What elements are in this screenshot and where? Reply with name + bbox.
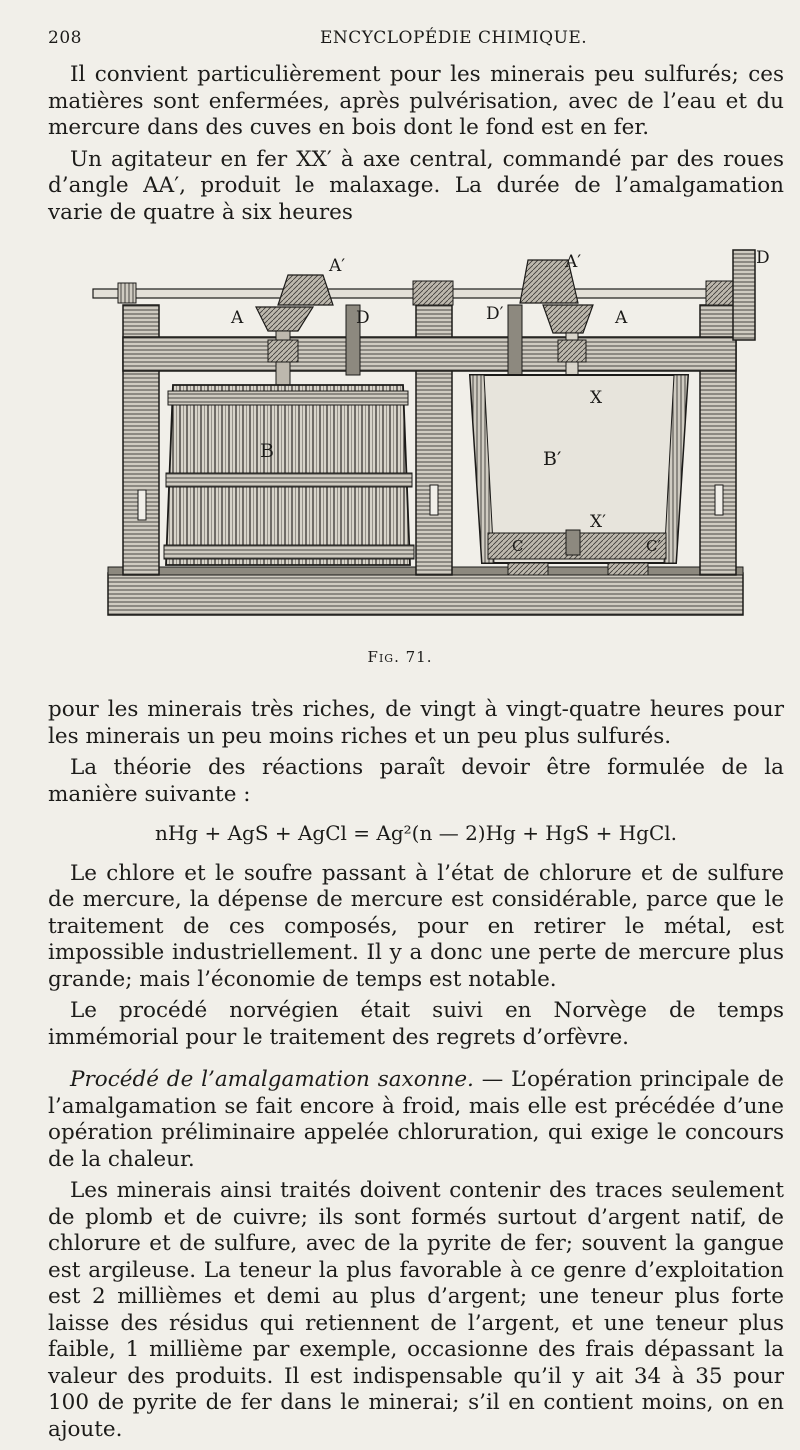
paragraph-saxon-process xyxy=(48,1067,784,1173)
label-D-left: D xyxy=(356,308,370,328)
page-number: 208 xyxy=(48,28,82,48)
paragraph-norwegian: Le procédé norvégien était suivi en Norvège de temps immémorial pour le traitement des regrets d’orfèvre. xyxy=(48,998,784,1050)
top-text-block xyxy=(48,62,784,226)
label-C-prime: C′ xyxy=(646,537,661,555)
figure-illustration xyxy=(88,245,778,625)
running-head xyxy=(48,28,760,52)
label-C: C xyxy=(512,537,524,555)
label-B-prime: B′ xyxy=(543,448,562,470)
paragraph-ore-composition: Les minerais ainsi traités doivent contenir des traces seulement de plomb et de cuivre; ils sont formés surtout d’argent natif, de chlorure et de sulfure, avec de la pyrite de fer; souvent la gangue est argileuse. La teneur la plus favorable à ce genre d’exploitation est 2 millièmes et demi au plus d’argent; une teneur plus forte laisse des résidus qui retiennent de l’argent, et une teneur plus faible, 1 millième par exemple, occasionne des frais dépassant la valeur des produits. Il est indispensable qu’il y ait 34 à 35 pour 100 de pyrite de fer dans le minerai; s’il en contient moins, on en ajoute. xyxy=(48,1178,784,1442)
paragraph-agitator: Un agitateur en fer XX′ à axe central, commandé par des roues d’angle AA′, produit le malaxage. La durée de l’amalgamation varie de quatre à six heures xyxy=(48,146,784,225)
saxon-process-text: — L’opération principale de l’amalgamation se fait encore à froid, mais elle est précédée d’une opération préliminaire appelée chloruration, qui exige le concours de la chaleur. xyxy=(48,1067,784,1172)
figure-caption: Fig. 71. xyxy=(367,648,433,666)
label-D-pulley: D xyxy=(756,248,770,268)
paragraph-duration: pour les minerais très riches, de vingt à vingt-quatre heures pour les minerais un peu moins riches et un peu plus sulfurés. xyxy=(48,697,784,749)
chemical-equation: nHg + AgS + AgCl = Ag²(n — 2)Hg + HgS + HgCl. xyxy=(154,821,678,845)
label-A-prime-left: A′ xyxy=(329,256,346,276)
label-D-prime: D′ xyxy=(486,304,504,324)
paragraph-theory: La théorie des réactions paraît devoir être formulée de la manière suivante : xyxy=(48,755,784,807)
section-heading-saxon: Procédé de l’amalgamation saxonne. xyxy=(70,1067,474,1092)
header-title: ENCYCLOPÉDIE CHIMIQUE. xyxy=(320,28,588,48)
label-A-prime-right: A′ xyxy=(565,252,582,272)
figure-71-amalgamation-vats xyxy=(88,245,778,625)
paragraph-intro: Il convient particulièrement pour les minerais peu sulfurés; ces matières sont enfermées, après pulvérisation, avec de l’eau et du mercure dans des cuves en bois dont le fond est en fer. xyxy=(48,62,784,140)
label-X-prime: X′ xyxy=(590,512,606,532)
label-B: B xyxy=(260,440,274,462)
paragraph-mercury-loss: Le chlore et le soufre passant à l’état de chlorure et de sulfure de mercure, la dépense de mercure est considérable, parce que le traitement de ces composés, pour en retirer le métal, est impossible industriellement. Il y a donc une perte de mercure plus grande; mais l’économie de temps est notable. xyxy=(48,860,784,992)
label-X: X xyxy=(590,388,603,408)
label-A-right: A xyxy=(615,308,628,328)
main-text-block xyxy=(48,697,784,1443)
label-A-left: A xyxy=(231,308,244,328)
